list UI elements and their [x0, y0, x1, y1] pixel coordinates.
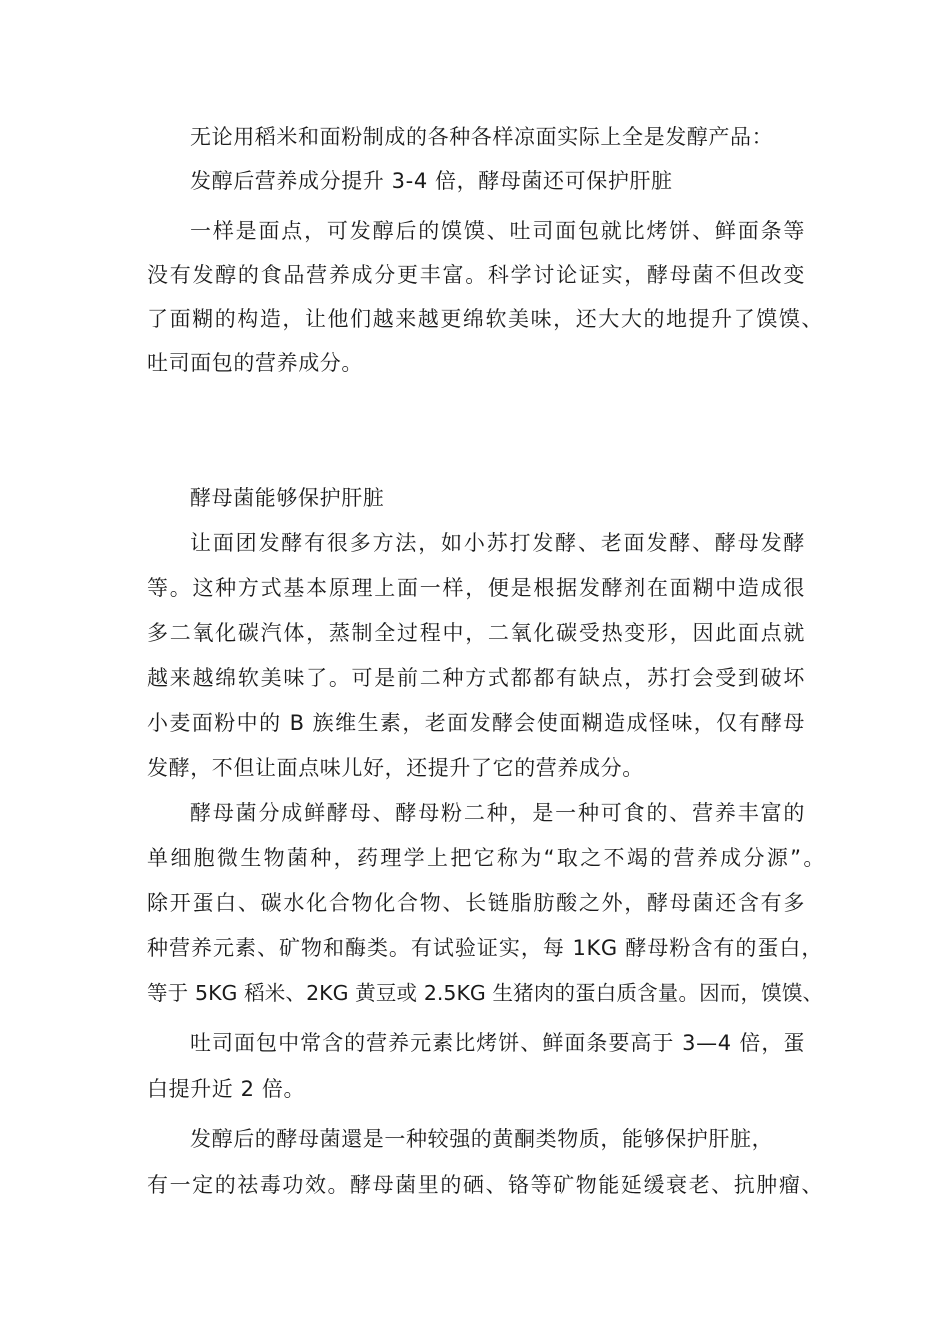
paragraph-line: 一样是面点，可发醇后的馍馍、吐司面包就比烤饼、鲜面条等: [190, 219, 805, 243]
paragraph-line: 越来越绵软美味了。可是前二种方式都都有缺点，苏打会受到破坏: [147, 666, 805, 690]
paragraph-line: 发酵，不但让面点味儿好，还提升了它的营养成分。: [147, 756, 644, 780]
paragraph-line: 单细胞微生物菌种，药理学上把它称为“取之不竭的营养成分源”。: [147, 846, 825, 870]
paragraph-line: 白提升近 2 倍。: [147, 1077, 306, 1101]
paragraph-line: 吐司面包的营养成分。: [147, 351, 363, 375]
paragraph-line: 发醇后的酵母菌還是一种较强的黄酮类物质，能够保护肝脏，: [190, 1127, 774, 1151]
paragraph-line: 发醇后营养成分提升 3-4 倍，酵母菌还可保护肝脏: [190, 169, 673, 193]
paragraph-line: 等。这种方式基本原理上面一样，便是根据发酵剂在面糊中造成很: [147, 576, 805, 600]
paragraph-line: 有一定的祛毒功效。酵母菌里的硒、铬等矿物能延缓衰老、抗肿瘤、: [147, 1173, 823, 1197]
section-heading: 酵母菌能够保护肝脏: [190, 486, 385, 510]
paragraph-line: 多二氧化碳汽体，蒸制全过程中，二氧化碳受热变形，因此面点就: [147, 621, 805, 645]
paragraph-line: 让面团发酵有很多方法，如小苏打发酵、老面发酵、酵母发酵: [190, 531, 805, 555]
paragraph-line: 种营养元素、矿物和酶类。有试验证实，每 1KG 酵母粉含有的蛋白，: [147, 936, 823, 960]
paragraph-line: 吐司面包中常含的营养元素比烤饼、鲜面条要高于 3—4 倍，蛋: [190, 1031, 805, 1055]
paragraph-line: 了面糊的构造，让他们越来越更绵软美味，还大大的地提升了馍馍、: [147, 307, 823, 331]
paragraph-line: 等于 5KG 稻米、2KG 黄豆或 2.5KG 生猪肉的蛋白质含量。因而，馍馍、: [147, 981, 823, 1005]
paragraph-line: 酵母菌分成鲜酵母、酵母粉二种，是一种可食的、营养丰富的: [190, 801, 805, 825]
paragraph-line: 没有发醇的食品营养成分更丰富。科学讨论证实，酵母菌不但改变: [147, 263, 805, 287]
paragraph-line: 无论用稻米和面粉制成的各种各样凉面实际上全是发醇产品：: [190, 125, 774, 149]
paragraph-line: 除开蛋白、碳水化合物化合物、长链脂肪酸之外，酵母菌还含有多: [147, 891, 805, 915]
paragraph-line: 小麦面粉中的 B 族维生素，老面发酵会使面糊造成怪味，仅有酵母: [147, 711, 805, 735]
